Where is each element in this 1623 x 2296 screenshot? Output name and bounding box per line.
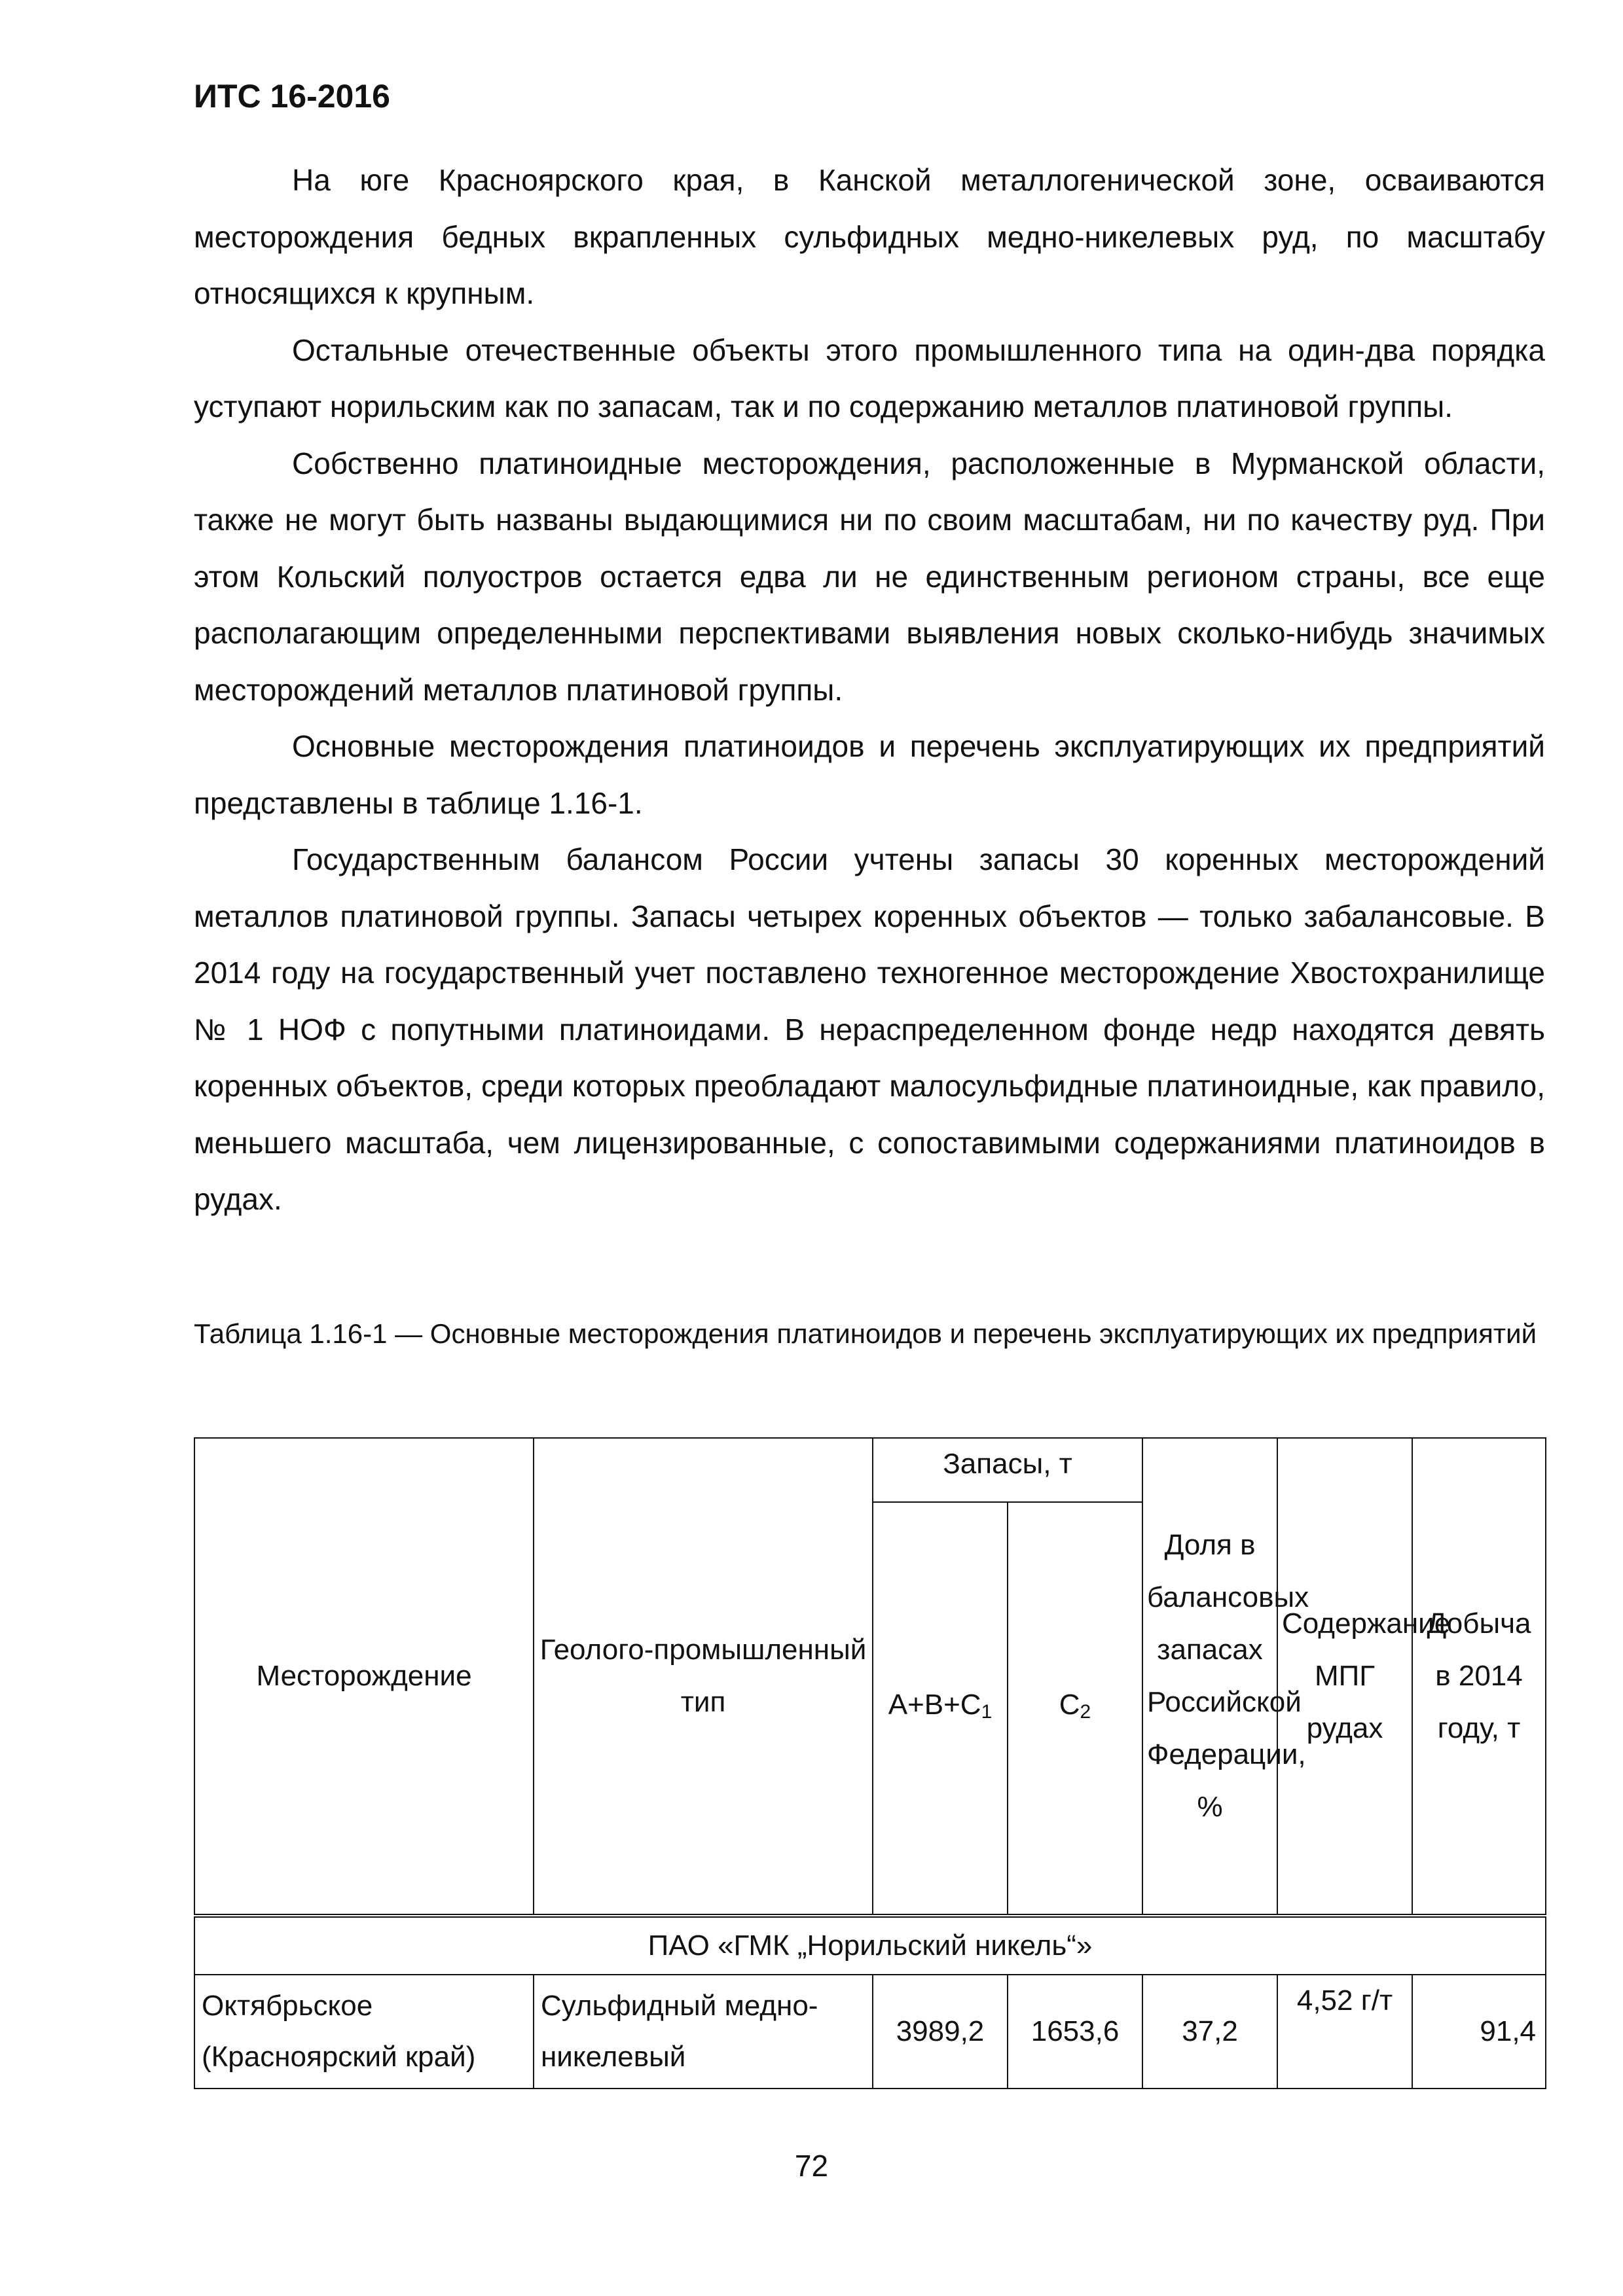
- deposits-table: [194, 1437, 1546, 2089]
- table-caption: Таблица 1.16-1 — Основные месторождения платиноидов и перечень эксплуатирующих их предприятий: [194, 1318, 1537, 1349]
- page-number: 72: [794, 2149, 829, 2183]
- header-reserves: Запасы, т: [873, 1438, 1142, 1502]
- paragraph-5: Государственным балансом России учтены запасы 30 коренных месторождений металлов платиновой группы. Запасы четырех коренных объектов — только забалансовые. В 2014 году на государственный учет поставлено техногенное месторождение Хвостохранилище № 1 НОФ с попутными платиноидами. В нераспределенном фонде недр находятся девять коренных объектов, среди которых преобладают малосульфидные платиноидные, как правило, меньшего масштаба, чем лицензированные, с сопоставимыми содержаниями платиноидов в рудах.: [194, 842, 1545, 1216]
- paragraph-3: Собственно платиноидные месторождения, расположенные в Мурманской области, также не могут быть названы выдающимися ни по своим масштабам, ни по качеству руд. При этом Кольский полуостров остается едва ли не единственным регионом страны, все еще располагающим определенными перспективами выявления новых сколько-нибудь значимых месторождений металлов платиновой группы.: [194, 446, 1545, 707]
- cell-geological-type: Сульфидный медно-никелевый: [534, 1975, 873, 2089]
- header-deposit: Месторождение: [194, 1438, 534, 1916]
- cell-production: 91,4: [1412, 1975, 1546, 2089]
- company-group-row: ПАО «ГМК „Норильский никель“»: [194, 1916, 1546, 1975]
- cell-pgm-content: 4,52 г/т: [1277, 1975, 1412, 2089]
- header-production-2014: Добыча в 2014 году, т: [1412, 1438, 1546, 1916]
- cell-deposit: Октябрьское (Красноярский край): [194, 1975, 534, 2089]
- cell-share: 37,2: [1142, 1975, 1277, 2089]
- header-abc1: $А+В+С_1$: [873, 1502, 1008, 1916]
- paragraph-2: Остальные отечественные объекты этого промышленного типа на один-два порядка уступают норильским как по запасам, так и по содержанию металлов платиновой группы.: [194, 332, 1545, 423]
- paragraph-4: Основные месторождения платиноидов и перечень эксплуатирующих их предприятий представлены в таблице 1.16-1.: [194, 729, 1545, 820]
- table-row: [194, 1975, 1546, 2089]
- header-geological-type: Геолого-промышленный тип: [534, 1438, 873, 1916]
- header-share: Доля в балансовых запасах Российской Федерации, %: [1142, 1438, 1277, 1916]
- paragraph-1: На юге Красноярского края, в Канской металлогенической зоне, осваиваются месторождения бедных вкрапленных сульфидных медно-никелевых руд, по масштабу относящихся к крупным.: [194, 163, 1545, 310]
- document-code: ИТС 16-2016: [194, 78, 390, 115]
- cell-abc1: 3989,2: [873, 1975, 1008, 2089]
- body-text: [194, 152, 1545, 1228]
- header-pgm-content: Содержание МПГ рудах: [1277, 1438, 1412, 1916]
- header-c2: $С_2$: [1008, 1502, 1142, 1916]
- cell-c2: 1653,6: [1008, 1975, 1142, 2089]
